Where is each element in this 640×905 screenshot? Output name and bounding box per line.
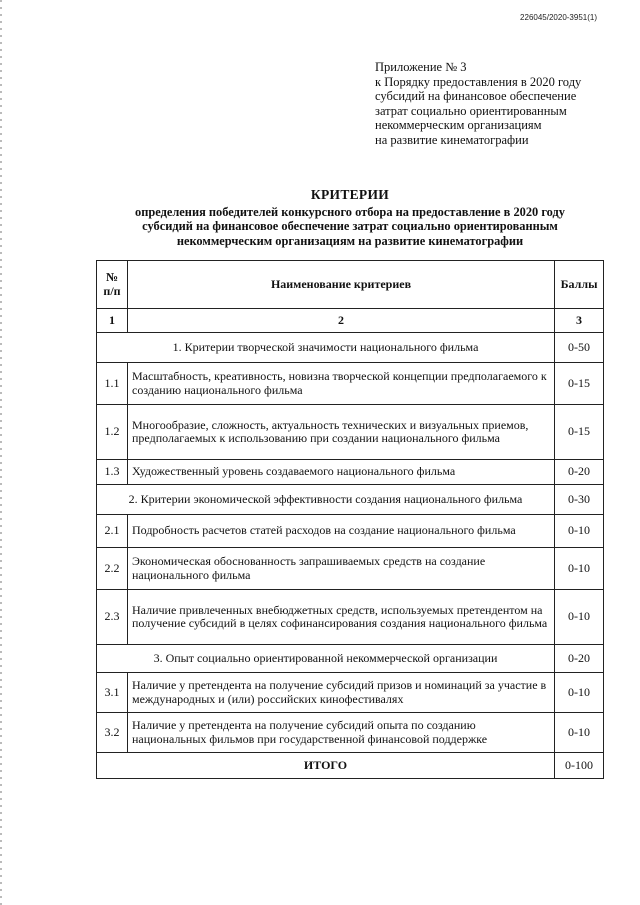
table-row [97,673,604,713]
header-score: Баллы [555,261,604,309]
heading-line: определения победителей конкурсного отбора на предоставление в 2020 году [135,205,565,220]
section-row [97,333,604,363]
table-row [97,515,604,548]
row-num: 2.1 [97,515,128,548]
row-score: 0-10 [555,515,604,548]
row-score: 0-15 [555,405,604,460]
total-row [97,753,604,779]
row-score: 0-10 [555,713,604,753]
section-title: 3. Опыт социально ориентированной некоммерческой организации [97,645,555,673]
header-num: № п/п [97,261,128,309]
row-num: 1.3 [97,460,128,485]
document-heading [96,188,604,248]
row-num: 2.3 [97,590,128,645]
row-score: 0-10 [555,548,604,590]
table-row [97,405,604,460]
section-row [97,645,604,673]
row-num: 3.2 [97,713,128,753]
row-text: Наличие у претендента на получение субсидий призов и номинаций за участие в международных и (или) российских кинофестивалях [128,673,555,713]
table-header-row [97,261,604,309]
appendix-line: субсидий на финансовое обеспечение [375,89,577,104]
section-title: 1. Критерии творческой значимости национального фильма [97,333,555,363]
row-num: 2.2 [97,548,128,590]
row-text: Наличие привлеченных внебюджетных средств, используемых претендентом на получение субсидий в целях софинансирования создания национального фильма [128,590,555,645]
heading-title: КРИТЕРИИ [310,187,390,202]
appendix-line: затрат социально ориентированным [375,103,567,118]
col-number: 3 [555,309,604,333]
table-row [97,590,604,645]
total-score: 0-100 [555,753,604,779]
heading-line: некоммерческим организациям на развитие кинематографии [176,233,524,248]
row-text: Многообразие, сложность, актуальность технических и визуальных приемов, предполагаемых к использованию при создании национального фильма [128,405,555,460]
table-row [97,713,604,753]
section-score: 0-50 [555,333,604,363]
total-label: ИТОГО [97,753,555,779]
appendix-block [375,60,615,148]
row-num: 3.1 [97,673,128,713]
col-number: 1 [97,309,128,333]
criteria-table [96,260,604,779]
table-row [97,363,604,405]
scan-edge-artifact [0,0,2,905]
appendix-line: Приложение № 3 [375,60,467,74]
row-text: Масштабность, креативность, новизна творческой концепции предполагаемого к созданию национального фильма [128,363,555,405]
row-text: Наличие у претендента на получение субсидий опыта по созданию национальных фильмов при государственной финансовой поддержке [128,713,555,753]
section-score: 0-20 [555,645,604,673]
table-row [97,460,604,485]
row-score: 0-15 [555,363,604,405]
col-number: 2 [128,309,555,333]
appendix-line: к Порядку предоставления в 2020 году [375,74,582,89]
row-num: 1.2 [97,405,128,460]
row-text: Экономическая обоснованность запрашиваемых средств на создание национального фильма [128,548,555,590]
column-number-row [97,309,604,333]
row-text: Художественный уровень создаваемого национального фильма [128,460,555,485]
section-title: 2. Критерии экономической эффективности создания национального фильма [97,485,555,515]
header-name: Наименование критериев [128,261,555,309]
table-row [97,548,604,590]
document-id: 226045/2020-3951(1) [520,13,597,22]
heading-line: субсидий на финансовое обеспечение затрат социально ориентированным [142,219,558,234]
appendix-line: некоммерческим организациям [375,118,542,133]
row-num: 1.1 [97,363,128,405]
row-text: Подробность расчетов статей расходов на создание национального фильма [128,515,555,548]
row-score: 0-20 [555,460,604,485]
section-score: 0-30 [555,485,604,515]
appendix-line: на развитие кинематографии [375,132,529,147]
section-row [97,485,604,515]
row-score: 0-10 [555,673,604,713]
row-score: 0-10 [555,590,604,645]
